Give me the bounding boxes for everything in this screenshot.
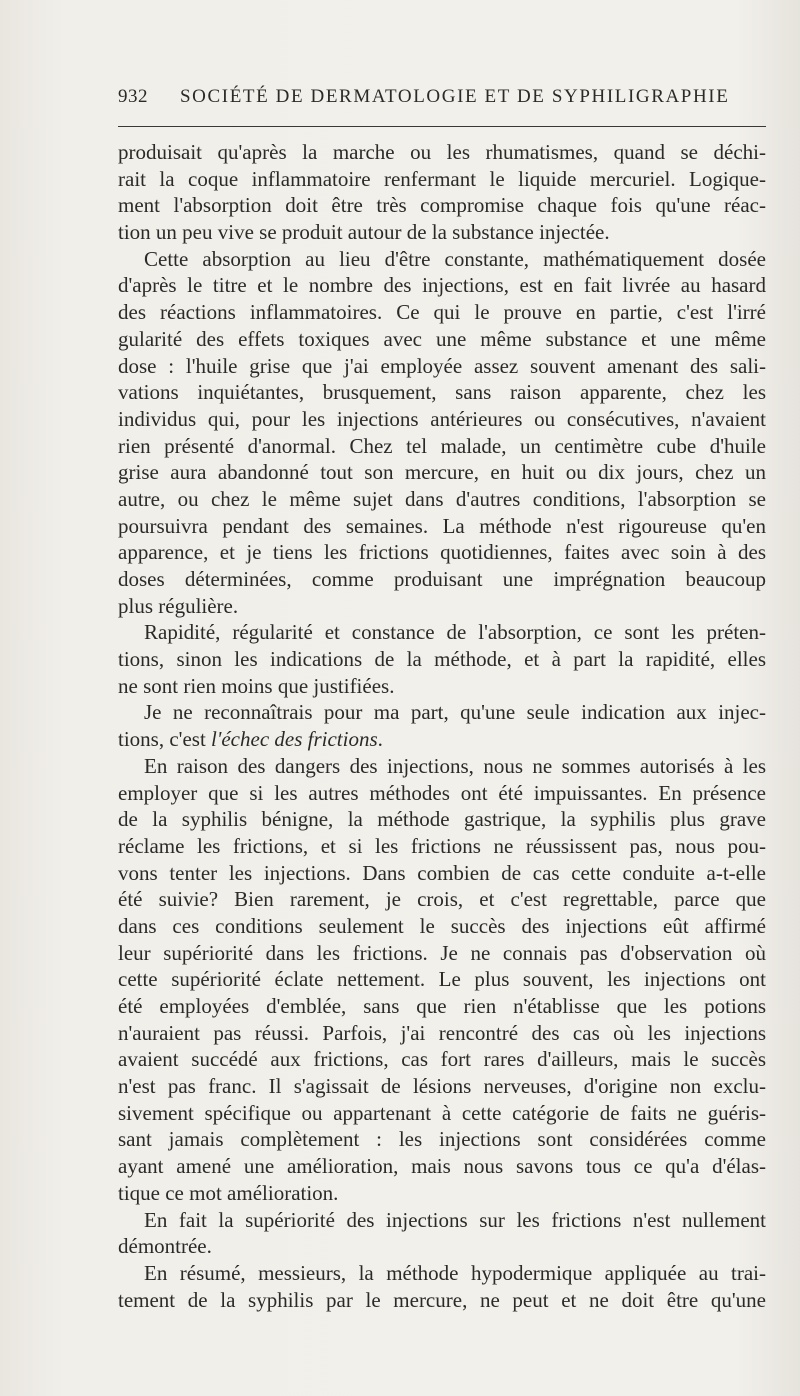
text-line: autre, ou chez le même sujet dans d'autres conditions, l'absorption se: [118, 486, 766, 511]
text-line: démontrée.: [118, 1234, 212, 1259]
text-line: leur supériorité dans les frictions. Je ne connais pas d'observation où: [118, 940, 766, 965]
text-line: des réactions inflammatoires. Ce qui le prouve en partie, c'est l'irré: [118, 300, 766, 325]
text-line: ayant amené une amélioration, mais nous savons tous ce qu'a d'élas-: [118, 1154, 766, 1179]
page-number: 932: [118, 86, 148, 107]
text-line: sant jamais complètement : les injections sont considérées comme: [118, 1127, 766, 1152]
text-line: dose : l'huile grise que j'ai employée assez souvent amenant des sali-: [118, 353, 766, 378]
text-line: Je ne reconnaîtrais pour ma part, qu'une seule indication aux injec-: [144, 700, 766, 725]
text-line: grise aura abandonné tout son mercure, en huit ou dix jours, chez un: [118, 460, 766, 485]
text-line: poursuivra pendant des semaines. La méthode n'est rigoureuse qu'en: [118, 513, 766, 538]
text-line: vations inquiétantes, brusquement, sans raison apparente, chez les: [118, 380, 766, 405]
text-line: plus régulière.: [118, 593, 239, 618]
text-line: rait la coque inflammatoire renfermant le liquide mercuriel. Logique-: [118, 166, 766, 191]
text-line: rien présenté d'anormal. Chez tel malade, un centimètre cube d'huile: [118, 433, 766, 458]
text-line: été employées d'emblée, sans que rien n'établisse que les potions: [118, 994, 766, 1018]
text-line: ne sont rien moins que justifiées.: [118, 673, 395, 698]
header-rule: [118, 126, 766, 127]
text-line: cette supériorité éclate nettement. Le plus souvent, les injections ont: [118, 967, 766, 992]
text-line: gularité des effets toxiques avec une même substance et une même: [118, 326, 766, 351]
text-line: tique ce mot amélioration.: [118, 1180, 339, 1205]
text-line: produisait qu'après la marche ou les rhumatismes, quand se déchi-: [118, 140, 766, 164]
text-line: tion un peu vive se produit autour de la substance injectée.: [118, 220, 610, 245]
text-line: doses déterminées, comme produisant une imprégnation beaucoup: [118, 567, 766, 591]
text-line: tement de la syphilis par le mercure, ne peut et ne doit être qu'une: [118, 1287, 766, 1312]
page-header: [118, 86, 768, 112]
running-head: SOCIÉTÉ DE DERMATOLOGIE ET DE SYPHILIGRAPHIE: [180, 86, 730, 107]
italic-phrase: l'échec des frictions: [211, 727, 378, 752]
text-line: réclame les frictions, et si les frictions ne réussissent pas, nous pou-: [118, 833, 766, 858]
text-fragment: tions, c'est: [118, 727, 212, 752]
text-line: apparence, et je tiens les frictions quotidiennes, faites avec soin à des: [118, 540, 766, 565]
text-line: dans ces conditions seulement le succès des injections eût affirmé: [118, 913, 766, 938]
text-line: vons tenter les injections. Dans combien de cas cette conduite a-t-elle: [118, 860, 766, 885]
text-line: n'est pas franc. Il s'agissait de lésions nerveuses, d'origine non exclu-: [118, 1074, 766, 1099]
text-line: Cette absorption au lieu d'être constante, mathématiquement dosée: [144, 246, 766, 271]
text-line: sivement spécifique ou appartenant à cette catégorie de faits ne guéris-: [118, 1100, 766, 1125]
text-line: En fait la supériorité des injections sur les frictions n'est nullement: [144, 1207, 766, 1232]
text-fragment: .: [377, 727, 383, 752]
text-line: d'après le titre et le nombre des injections, est en fait livrée au hasard: [118, 273, 766, 298]
text-line: n'auraient pas réussi. Parfois, j'ai rencontré des cas où les injections: [118, 1020, 766, 1045]
text-line: été suivie? Bien rarement, je crois, et c'est regrettable, parce que: [118, 887, 766, 912]
text-line: individus qui, pour les injections antérieures ou consécutives, n'avaient: [118, 406, 766, 431]
text-line: avaient succédé aux frictions, cas fort rares d'ailleurs, mais le succès: [118, 1047, 766, 1072]
text-line: En raison des dangers des injections, nous ne sommes autorisés à les: [144, 753, 766, 778]
text-line: tions, sinon les indications de la méthode, et à part la rapidité, elles: [118, 647, 766, 672]
body-text: [118, 139, 766, 1313]
text-line: ment l'absorption doit être très compromise chaque fois qu'une réac-: [118, 193, 766, 218]
text-line: employer que si les autres méthodes ont été impuissantes. En présence: [118, 780, 766, 805]
text-line: En résumé, messieurs, la méthode hypodermique appliquée au trai-: [144, 1260, 766, 1285]
text-line: Rapidité, régularité et constance de l'absorption, ce sont les préten-: [144, 620, 766, 645]
text-line: [118, 726, 766, 753]
text-line: de la syphilis bénigne, la méthode gastrique, la syphilis plus grave: [118, 807, 766, 832]
